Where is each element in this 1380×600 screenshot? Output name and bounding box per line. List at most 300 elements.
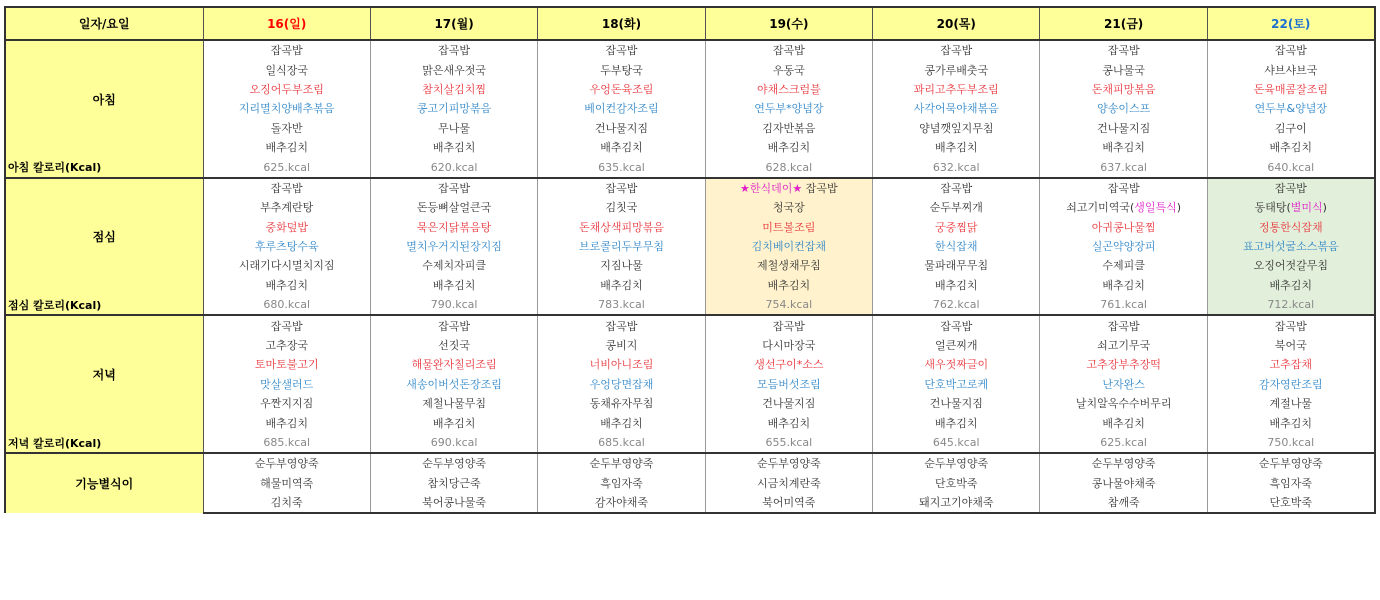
menu-cell [873, 394, 1040, 413]
menu-item-text: 배추김치 [600, 416, 643, 430]
menu-cell [370, 119, 537, 138]
menu-item-text: 배추김치 [265, 278, 308, 292]
porridge-cell: 단호박죽 [1207, 493, 1374, 513]
menu-cell [370, 355, 537, 374]
menu-item-text: 배추김치 [432, 141, 476, 155]
menu-item-text: 너비아니조림 [589, 358, 654, 372]
menu-cell [1040, 198, 1207, 217]
menu-item-text: 날치알옥수수버무리 [1075, 397, 1172, 411]
porridge-cell: 북어미역죽 [705, 493, 872, 513]
calorie-value: 783.kcal [538, 295, 705, 315]
menu-cell [1040, 237, 1207, 256]
menu-cell [705, 256, 872, 275]
calorie-value: 690.kcal [370, 433, 537, 453]
menu-item-text: 돈육매콤잘조림 [1253, 82, 1328, 96]
menu-item-text: 양송이스프 [1097, 102, 1151, 116]
porridge-cell: 참깨죽 [1040, 493, 1207, 513]
menu-cell [873, 138, 1040, 157]
menu-item-text: 콩비지 [605, 339, 638, 353]
menu-cell [1207, 355, 1374, 374]
menu-cell [538, 315, 705, 335]
breakfast-menu-row [5, 99, 1375, 118]
porridge-cell: 김치죽 [203, 493, 370, 513]
menu-cell [1207, 80, 1374, 99]
menu-item-text: 중화덮밥 [265, 220, 308, 234]
dinner-label: 저녁 [5, 315, 203, 432]
menu-cell [1207, 375, 1374, 394]
lunch-calorie-row [5, 295, 1375, 315]
menu-item-text: 다시마장국 [762, 339, 816, 353]
menu-item-text: 잡곡밥 [805, 181, 838, 195]
menu-cell [705, 394, 872, 413]
menu-item-text: 돈채상색피망볶음 [578, 220, 664, 234]
menu-item-text: 제철나물무침 [422, 397, 486, 411]
breakfast-menu-row [5, 40, 1375, 60]
menu-cell [1207, 315, 1374, 335]
menu-cell [203, 138, 370, 157]
menu-cell [203, 276, 370, 295]
porridge-cell: 순두부영양죽 [705, 453, 872, 473]
menu-cell [705, 119, 872, 138]
menu-item-text: 배추김치 [1269, 141, 1313, 155]
menu-cell [1207, 99, 1374, 118]
menu-cell [370, 40, 537, 60]
menu-item-text: 잡곡밥 [605, 319, 638, 333]
menu-cell [873, 99, 1040, 118]
breakfast-menu-row [5, 60, 1375, 79]
menu-cell [1040, 276, 1207, 295]
menu-item-text: 잡곡밥 [1107, 181, 1140, 195]
menu-item-text: 베이컨감자조림 [584, 102, 659, 116]
menu-cell [203, 80, 370, 99]
lunch-menu-row [5, 198, 1375, 217]
menu-cell [538, 178, 705, 198]
breakfast-calorie-row [5, 157, 1375, 177]
menu-cell [873, 80, 1040, 99]
porridge-cell: 시금치계란죽 [705, 474, 872, 493]
menu-item-text: 멸치우거지된장지짐 [406, 240, 502, 254]
menu-cell [370, 178, 537, 198]
menu-item-text: 청국장 [772, 201, 805, 215]
menu-item-text: 고추장부추장떡 [1086, 358, 1161, 372]
porridge-cell: 순두부영양죽 [873, 453, 1040, 473]
porridge-cell: 감자야채죽 [538, 493, 705, 513]
menu-cell [873, 198, 1040, 217]
menu-cell [873, 315, 1040, 335]
menu-cell [370, 276, 537, 295]
calorie-value: 635.kcal [538, 157, 705, 177]
menu-item-text: 잡곡밥 [1274, 319, 1307, 333]
menu-item-text: 새송이버섯돈장조림 [406, 377, 502, 391]
menu-item-text: 배추김치 [1102, 416, 1145, 430]
menu-item-text: 고추잡채 [1269, 358, 1313, 372]
menu-cell [1040, 138, 1207, 157]
menu-cell [873, 413, 1040, 432]
menu-item-text: 수제치자피클 [422, 259, 486, 273]
menu-cell [705, 375, 872, 394]
calorie-value: 632.kcal [873, 157, 1040, 177]
calorie-value: 620.kcal [370, 157, 537, 177]
menu-cell [1207, 178, 1374, 198]
menu-item-text: 김자반볶음 [762, 121, 816, 135]
day-header-wed: 19(수) [705, 7, 872, 40]
dinner-menu-row [5, 336, 1375, 355]
menu-item-text: 부추계란탕 [260, 201, 314, 215]
menu-cell [705, 413, 872, 432]
dinner-menu-row [5, 315, 1375, 335]
special-diet-row [5, 474, 1375, 493]
menu-item-text: 양념깻잎지무침 [919, 121, 994, 135]
menu-cell [873, 336, 1040, 355]
menu-item-text: 배추김치 [935, 416, 978, 430]
menu-cell [370, 315, 537, 335]
menu-item-text: 미트볼조림 [762, 220, 816, 234]
menu-item-text: 두부탕국 [600, 63, 643, 77]
menu-item-text: 꽈리고추두부조림 [913, 82, 999, 96]
calorie-value: 628.kcal [705, 157, 872, 177]
calorie-value: 625.kcal [203, 157, 370, 177]
porridge-cell: 해물미역죽 [203, 474, 370, 493]
menu-cell [1040, 60, 1207, 79]
menu-item-text: 연두부*양념장 [754, 102, 824, 116]
menu-cell [203, 237, 370, 256]
menu-item-text: 샤브샤브국 [1264, 63, 1318, 77]
menu-item-text: 묵은지닭볶음탕 [416, 220, 492, 234]
menu-item-text: 별미식 [1290, 201, 1323, 215]
calorie-value: 645.kcal [873, 433, 1040, 453]
menu-item-text: 김칫국 [605, 201, 638, 215]
menu-cell [370, 218, 537, 237]
menu-cell [370, 336, 537, 355]
menu-item-text: 잡곡밥 [438, 181, 471, 195]
menu-item-text: 배추김치 [767, 141, 811, 155]
porridge-cell: 순두부영양죽 [1040, 453, 1207, 473]
menu-cell [873, 355, 1040, 374]
menu-cell [538, 119, 705, 138]
menu-cell [538, 99, 705, 118]
menu-cell [873, 40, 1040, 60]
calorie-value: 637.kcal [1040, 157, 1207, 177]
menu-item-text: 생선구이*소스 [754, 358, 824, 372]
menu-cell [1207, 413, 1374, 432]
menu-cell [538, 60, 705, 79]
menu-item-text: 배추김치 [432, 278, 476, 292]
menu-cell [203, 375, 370, 394]
menu-cell [1207, 119, 1374, 138]
menu-cell [873, 60, 1040, 79]
menu-cell [203, 119, 370, 138]
menu-item-text: ★한식데이★ [740, 181, 806, 195]
menu-item-text: 배추김치 [767, 416, 811, 430]
menu-cell [370, 138, 537, 157]
menu-cell [1207, 218, 1374, 237]
menu-item-text: 한식잡채 [935, 240, 978, 254]
menu-item-text: 야채스크럼블 [756, 82, 821, 96]
menu-item-text: 잡곡밥 [605, 181, 638, 195]
menu-table-container [4, 6, 1376, 514]
menu-item-text: 수제피클 [1102, 259, 1145, 273]
menu-item-text: 모듬버섯조림 [756, 377, 821, 391]
menu-item-text: 감자영란조림 [1258, 377, 1323, 391]
day-header-tue: 18(화) [538, 7, 705, 40]
menu-item-text: 동태탕( [1254, 201, 1291, 215]
menu-cell [538, 40, 705, 60]
menu-cell [203, 60, 370, 79]
menu-cell [1040, 178, 1207, 198]
menu-item-text: 일식장국 [265, 63, 308, 77]
menu-item-text: 계절나물 [1269, 397, 1313, 411]
menu-cell [1207, 394, 1374, 413]
menu-item-text: 무나물 [438, 121, 471, 135]
calorie-value: 640.kcal [1207, 157, 1374, 177]
menu-cell [1207, 60, 1374, 79]
lunch-menu-row [5, 178, 1375, 198]
menu-cell [370, 237, 537, 256]
menu-item-text: 시래기다시멸치지짐 [238, 259, 335, 273]
menu-cell [370, 256, 537, 275]
calorie-value: 750.kcal [1207, 433, 1374, 453]
menu-cell [538, 276, 705, 295]
menu-cell [538, 138, 705, 157]
menu-cell [873, 375, 1040, 394]
menu-item-text: 정통한식잡채 [1258, 220, 1323, 234]
menu-cell [705, 355, 872, 374]
menu-cell [1040, 119, 1207, 138]
lunch-menu-row [5, 237, 1375, 256]
menu-item-text: 잡곡밥 [772, 319, 805, 333]
menu-item-text: 지짐나물 [600, 259, 643, 273]
calorie-value: 762.kcal [873, 295, 1040, 315]
dinner-calorie-label: 저녁 칼로리(Kcal) [5, 433, 203, 453]
special-diet-label: 기능별식이 [5, 453, 203, 513]
menu-item-text: 아귀콩나물찜 [1091, 220, 1156, 234]
menu-item-text: 물파래무무침 [924, 259, 989, 273]
menu-item-text: 맛살샐러드 [260, 377, 314, 391]
menu-cell [705, 276, 872, 295]
porridge-cell: 흑임자죽 [538, 474, 705, 493]
menu-item-text: 배추김치 [1102, 278, 1145, 292]
menu-cell [1207, 138, 1374, 157]
menu-item-text: 쇠고기무국 [1097, 339, 1151, 353]
menu-item-text: 지리멸치양배추볶음 [238, 102, 335, 116]
porridge-cell: 순두부영양죽 [370, 453, 537, 473]
menu-item-text: 우짠지지짐 [260, 397, 314, 411]
menu-item-text: 잡곡밥 [1107, 44, 1140, 58]
menu-cell [203, 40, 370, 60]
menu-item-text: 잡곡밥 [1274, 181, 1307, 195]
menu-cell [538, 394, 705, 413]
menu-item-text: 제철생채무침 [756, 259, 821, 273]
menu-item-text: 잡곡밥 [940, 44, 973, 58]
menu-cell [370, 99, 537, 118]
menu-item-text: 잡곡밥 [1274, 44, 1307, 58]
menu-item-text: ) [1176, 201, 1182, 215]
weekly-menu-table [4, 6, 1376, 514]
menu-cell [705, 198, 872, 217]
menu-item-text: 선짓국 [438, 339, 471, 353]
menu-cell [1040, 315, 1207, 335]
dinner-calorie-row [5, 433, 1375, 453]
porridge-cell: 콩나물야채죽 [1040, 474, 1207, 493]
menu-item-text: 잡곡밥 [940, 181, 973, 195]
menu-item-text: 건나물지짐 [1097, 121, 1151, 135]
lunch-label: 점심 [5, 178, 203, 295]
calorie-value: 761.kcal [1040, 295, 1207, 315]
menu-item-text: 얼큰찌개 [935, 339, 978, 353]
menu-item-text: 잡곡밥 [940, 319, 973, 333]
menu-item-text: 건나물지짐 [929, 397, 983, 411]
porridge-cell: 흑임자죽 [1207, 474, 1374, 493]
menu-cell [705, 178, 872, 198]
menu-cell [705, 237, 872, 256]
porridge-cell: 참치당근죽 [370, 474, 537, 493]
porridge-cell: 순두부영양죽 [203, 453, 370, 473]
menu-cell [203, 315, 370, 335]
lunch-menu-row [5, 256, 1375, 275]
menu-item-text: 토마토불고기 [254, 358, 319, 372]
menu-cell [1040, 355, 1207, 374]
menu-cell [1040, 218, 1207, 237]
menu-cell [1040, 413, 1207, 432]
day-header-thu: 20(목) [873, 7, 1040, 40]
menu-item-text: 잡곡밥 [270, 44, 303, 58]
menu-item-text: 돈등뼈살얼큰국 [416, 201, 492, 215]
menu-cell [1040, 256, 1207, 275]
calorie-value: 685.kcal [538, 433, 705, 453]
menu-item-text: 배추김치 [935, 278, 978, 292]
menu-cell [203, 178, 370, 198]
menu-item-text: 배추김치 [1269, 416, 1313, 430]
date-day-header: 일자/요일 [5, 7, 203, 40]
menu-cell [1040, 394, 1207, 413]
menu-item-text: 배추김치 [600, 141, 643, 155]
menu-cell [873, 276, 1040, 295]
menu-item-text: 잡곡밥 [438, 319, 471, 333]
menu-item-text: 고추장국 [265, 339, 308, 353]
porridge-cell: 순두부영양죽 [538, 453, 705, 473]
menu-item-text: 콩나물국 [1102, 63, 1145, 77]
menu-body [5, 40, 1375, 513]
menu-item-text: 단호박고로케 [924, 377, 989, 391]
menu-cell [1040, 375, 1207, 394]
menu-cell [873, 237, 1040, 256]
menu-item-text: 새우젓짜글이 [924, 358, 989, 372]
menu-cell [873, 119, 1040, 138]
menu-item-text: 건나물지짐 [594, 121, 649, 135]
menu-cell [203, 413, 370, 432]
menu-cell [203, 355, 370, 374]
menu-item-text: 배추김치 [600, 278, 643, 292]
menu-item-text: 쇠고기미역국( [1066, 201, 1135, 215]
menu-item-text: 김구이 [1274, 121, 1307, 135]
menu-item-text: 난자완스 [1102, 377, 1145, 391]
menu-cell [1207, 198, 1374, 217]
menu-item-text: 북어국 [1274, 339, 1307, 353]
menu-item-text: 김치베이컨잡채 [751, 240, 827, 254]
menu-item-text: 배추김치 [432, 416, 476, 430]
menu-item-text: 잡곡밥 [438, 44, 471, 58]
menu-item-text: 표고버섯굴소스볶음 [1242, 240, 1339, 254]
menu-item-text: 참치살김치찜 [422, 82, 486, 96]
menu-cell [538, 237, 705, 256]
menu-cell [705, 336, 872, 355]
dinner-menu-row [5, 355, 1375, 374]
menu-cell [203, 256, 370, 275]
menu-item-text: 콩고기피망볶음 [416, 102, 492, 116]
menu-item-text: 실곤약양장피 [1091, 240, 1156, 254]
porridge-cell: 돼지고기야채죽 [873, 493, 1040, 513]
menu-item-text: 후루츠탕수육 [254, 240, 319, 254]
menu-item-text: 배추김치 [1269, 278, 1313, 292]
breakfast-menu-row [5, 119, 1375, 138]
menu-item-text: 오징어젓갈무침 [1253, 259, 1328, 273]
menu-cell [203, 336, 370, 355]
menu-cell [538, 80, 705, 99]
breakfast-label: 아침 [5, 40, 203, 157]
menu-cell [370, 60, 537, 79]
day-header-fri: 21(금) [1040, 7, 1207, 40]
menu-cell [370, 80, 537, 99]
menu-cell [538, 413, 705, 432]
menu-item-text: 순두부찌개 [929, 201, 983, 215]
menu-item-text: 돌자반 [270, 121, 303, 135]
calorie-value: 625.kcal [1040, 433, 1207, 453]
menu-cell [538, 375, 705, 394]
calorie-value: 655.kcal [705, 433, 872, 453]
breakfast-calorie-label: 아침 칼로리(Kcal) [5, 157, 203, 177]
menu-item-text: 건나물지짐 [762, 397, 816, 411]
menu-item-text: 우엉당면잡채 [589, 377, 654, 391]
breakfast-menu-row [5, 80, 1375, 99]
menu-item-text: 브로콜리두부무침 [578, 240, 664, 254]
menu-item-text: 배추김치 [767, 278, 811, 292]
menu-cell [873, 256, 1040, 275]
menu-cell [538, 198, 705, 217]
menu-cell [203, 218, 370, 237]
menu-cell [1040, 336, 1207, 355]
porridge-cell: 순두부영양죽 [1207, 453, 1374, 473]
menu-item-text: 돈채피망볶음 [1091, 82, 1156, 96]
menu-item-text: 배추김치 [265, 141, 308, 155]
calorie-value: 790.kcal [370, 295, 537, 315]
menu-cell [873, 218, 1040, 237]
menu-cell [203, 198, 370, 217]
menu-cell [1207, 40, 1374, 60]
menu-item-text: 생일특식 [1134, 201, 1177, 215]
calorie-value: 754.kcal [705, 295, 872, 315]
menu-cell [705, 60, 872, 79]
menu-item-text: 동채유자무침 [589, 397, 654, 411]
menu-cell [370, 198, 537, 217]
lunch-menu-row [5, 276, 1375, 295]
menu-cell [705, 138, 872, 157]
menu-cell [1207, 276, 1374, 295]
menu-item-text: 잡곡밥 [270, 181, 303, 195]
menu-item-text: 연두부&양념장 [1254, 102, 1327, 116]
menu-item-text: 잡곡밥 [772, 44, 805, 58]
menu-cell [1040, 80, 1207, 99]
menu-cell [1207, 237, 1374, 256]
calorie-value: 712.kcal [1207, 295, 1374, 315]
menu-item-text: 배추김치 [265, 416, 308, 430]
menu-item-text: 콩가루배춧국 [924, 63, 989, 77]
menu-item-text: 사각어묵야채볶음 [913, 102, 999, 116]
menu-cell [705, 80, 872, 99]
menu-item-text: 우엉돈육조림 [589, 82, 654, 96]
menu-cell [538, 218, 705, 237]
menu-cell [538, 336, 705, 355]
menu-cell [203, 394, 370, 413]
